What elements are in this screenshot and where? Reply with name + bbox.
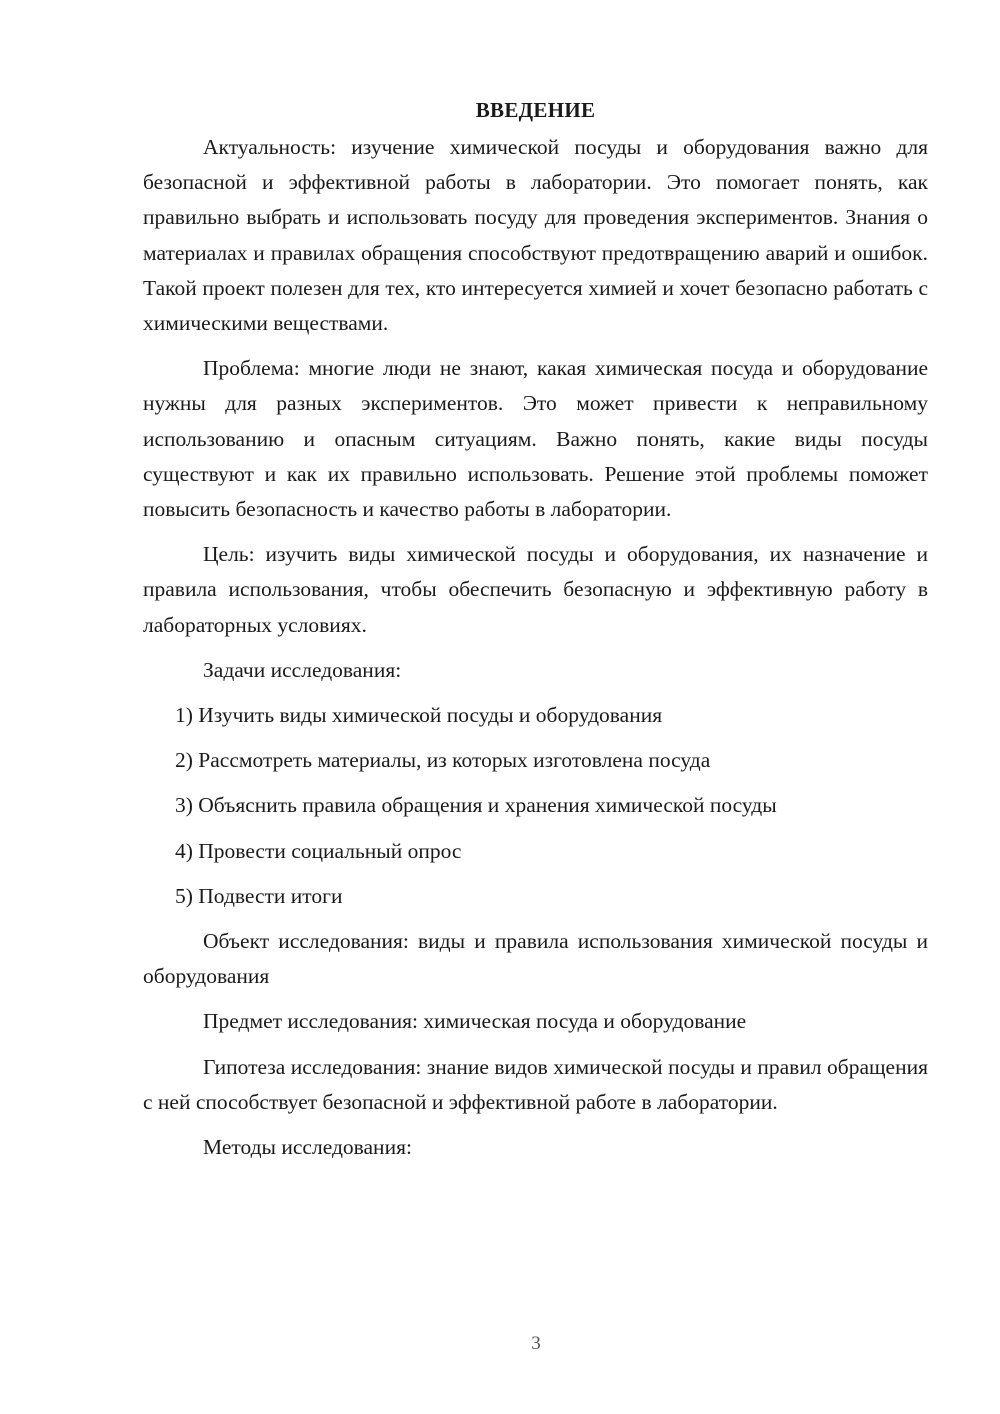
paragraph-problem: Проблема: многие люди не знают, какая химическая посуда и оборудование нужны для разных экспериментов. Это может привести к неправильному использованию и опасным ситуациям. Важно понять, какие виды посуды существуют и как их правильно использовать. Решение этой проблемы поможет повысить безопасность и качество работы в лаборатории. bbox=[143, 356, 928, 522]
list-item: 1) Изучить виды химической посуды и оборудования bbox=[175, 703, 663, 728]
page-title: ВВЕДЕНИЕ bbox=[475, 98, 596, 122]
paragraph-relevance: Актуальность: изучение химической посуды и оборудования важно для безопасной и эффективной работы в лаборатории. Это помогает понять, как правильно выбрать и использовать посуду для проведения экспериментов. Знания о материалах и правилах обращения способствуют предотвращению аварий и ошибок. Такой проект полезен для тех, кто интересуется химией и хочет безопасно работать с химическими веществами. bbox=[143, 135, 928, 336]
list-item: 5) Подвести итоги bbox=[175, 883, 343, 908]
paragraph-subject: Предмет исследования: химическая посуда и оборудование bbox=[203, 1009, 747, 1034]
list-item: 2) Рассмотреть материалы, из которых изготовлена посуда bbox=[175, 748, 711, 773]
list-item: 3) Объяснить правила обращения и хранения химической посуды bbox=[175, 793, 777, 818]
tasks-heading: Задачи исследования: bbox=[203, 657, 402, 682]
document-page bbox=[143, 95, 928, 1175]
paragraph-hypothesis: Гипотеза исследования: знание видов химической посуды и правил обращения с ней способствует безопасной и эффективной работе в лаборатории. bbox=[143, 1054, 928, 1114]
methods-heading: Методы исследования: bbox=[203, 1135, 412, 1160]
page-number: 3 bbox=[531, 1333, 541, 1354]
paragraph-goal: Цель: изучить виды химической посуды и оборудования, их назначение и правила использования, чтобы обеспечить безопасную и эффективную работу в лабораторных условиях. bbox=[143, 542, 928, 637]
list-item: 4) Провести социальный опрос bbox=[175, 838, 462, 863]
paragraph-object: Объект исследования: виды и правила использования химической посуды и оборудования bbox=[143, 929, 928, 989]
